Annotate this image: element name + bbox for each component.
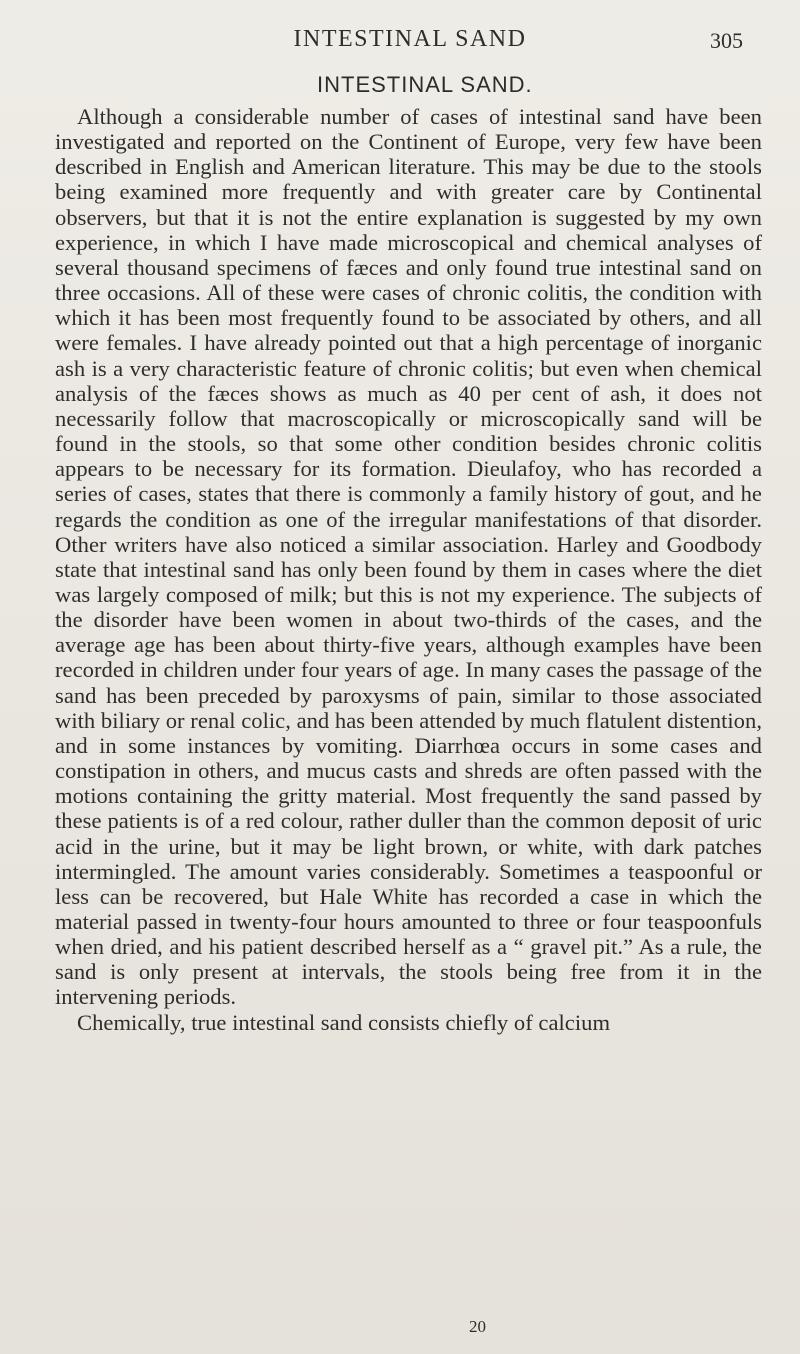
paragraph-1: Although a considerable number of cases of intestinal sand have been investigated and reported on the Continent of Europe, very few have been described in English and American literature. This may be due to the stools being examined more frequently and with greater care by Continental observers, but that it is not the entire explanation is suggested by my own experience, in which I have made microscopical and chemical analyses of several thousand specimens of fæces and only found true intestinal sand on three occasions. All of these were cases of chronic colitis, the condition with which it has been most frequently found to be associated by others, and all were females. I have already pointed out that a high percentage of inorganic ash is a very characteristic feature of chronic colitis; but even when chemical analysis of the fæces shows as much as 40 per cent of ash, it does not necessarily follow that macroscopically or microscopically sand will be found in the stools, so that some other condition besides chronic colitis appears to be necessary for its formation. Dieulafoy, who has recorded a series of cases, states that there is commonly a family history of gout, and he regards the condition as one of the irregular manifestations of that disorder. Other writers have also noticed a similar association. Harley and Goodbody state that intestinal sand has only been found by them in cases where the diet was largely composed of milk; but this is not my experience. The subjects of the disorder have been women in about two-thirds of the cases, and the average age has been about thirty-five years, although examples have been recorded in children under four years of age. In many cases the passage of the sand has been preceded by paroxysms of pain, similar to those associated with biliary or renal colic, and has been attended by much flatulent distention, and in some instances by vomiting. Diarrhœa occurs in some cases and constipation in others, and mucus casts and shreds are often passed with the motions containing the gritty material. Most frequently the sand passed by these patients is of a red colour, rather duller than the common deposit of uric acid in the urine, but it may be light brown, or white, with dark patches intermingled. The amount varies considerably. Sometimes a teaspoonful or less can be recovered, but Hale White has recorded a case in which the material passed in twenty-four hours amounted to three or four teaspoonfuls when dried, and his patient described herself as a “ gravel pit.” As a rule, the sand is only present at intervals, the stools being free from it in the intervening periods. <box>55 104 762 1010</box>
signature-mark: 20 <box>469 1317 486 1336</box>
paragraph-2: Chemically, true intestinal sand consists chiefly of calcium <box>77 1009 611 1035</box>
running-head: INTESTINAL SAND <box>293 26 527 52</box>
body-text <box>55 104 762 1035</box>
section-title: INTESTINAL SAND. <box>317 72 533 97</box>
page-number: 305 <box>710 28 743 53</box>
